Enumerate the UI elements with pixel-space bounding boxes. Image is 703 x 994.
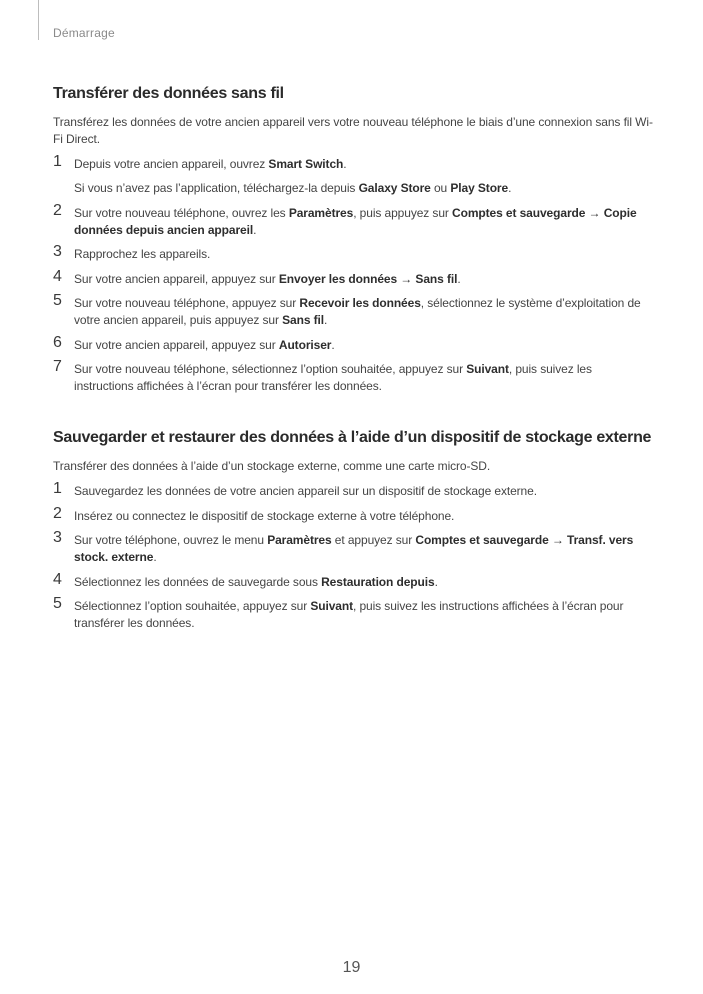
step-number: 3 xyxy=(53,243,62,260)
section-title: Sauvegarder et restaurer des données à l’aide d’un dispositif de stockage externe xyxy=(53,429,652,446)
step-number: 1 xyxy=(53,480,62,497)
step-text: Sur votre ancien appareil, appuyez sur xyxy=(74,337,279,352)
step-body xyxy=(74,484,537,498)
step-number: 7 xyxy=(53,358,62,375)
step-text: , puis suivez les instructions affichées à l’écran pour transférer les données. xyxy=(74,362,592,393)
step-number: 5 xyxy=(53,292,62,309)
steps-list xyxy=(53,153,653,395)
ui-term: → xyxy=(397,271,416,286)
section-intro: Transférer des données à l’aide d’un stockage externe, comme une carte micro-SD. xyxy=(53,459,491,473)
list-item xyxy=(53,201,653,239)
ui-term: Galaxy Store xyxy=(358,181,431,195)
step-text: . xyxy=(434,574,438,589)
step-text: Sauvegardez les données de votre ancien appareil sur un dispositif de stockage externe. xyxy=(74,484,537,498)
section-intro: Transférez les données de votre ancien appareil vers votre nouveau téléphone le biais d’une connexion sans fil Wi-Fi Direct. xyxy=(53,115,653,146)
steps-list xyxy=(53,480,653,632)
ui-term: Recevoir les données xyxy=(299,296,421,310)
ui-term: Play Store xyxy=(450,181,509,195)
ui-term: → xyxy=(548,533,568,547)
list-item xyxy=(53,504,653,525)
step-text: Sélectionnez l’option souhaitée, appuyez sur xyxy=(74,599,311,613)
ui-term: Paramètres xyxy=(288,205,354,220)
step-text: Sur votre nouveau téléphone, ouvrez les xyxy=(74,205,289,220)
step-text: Sur votre nouveau téléphone, sélectionnez l’option souhaitée, appuyez sur xyxy=(74,362,467,376)
section-wireless-transfer xyxy=(53,84,653,403)
step-body xyxy=(74,157,346,171)
step-body xyxy=(74,509,454,523)
step-text: . xyxy=(457,271,461,286)
step-number: 3 xyxy=(53,529,62,546)
ui-term: Autoriser xyxy=(278,337,332,352)
step-text: Si vous n’avez pas l’application, téléchargez-la depuis xyxy=(74,181,359,195)
list-item xyxy=(53,243,653,263)
list-item xyxy=(53,267,653,288)
list-item xyxy=(53,595,653,632)
step-body xyxy=(74,247,210,261)
step-body xyxy=(74,296,641,327)
ui-term: Smart Switch xyxy=(268,157,344,171)
step-text: Sur votre nouveau téléphone, appuyez sur xyxy=(74,296,300,310)
step-number: 2 xyxy=(53,504,62,522)
ui-term: Copie données depuis ancien appareil xyxy=(74,205,637,237)
step-text: , puis appuyez sur xyxy=(353,205,453,220)
step-body xyxy=(74,272,461,286)
step-text: Rapprochez les appareils. xyxy=(74,247,211,261)
step-text: ou xyxy=(430,181,451,195)
list-item xyxy=(53,480,653,500)
step-text: Insérez ou connectez le dispositif de stockage externe à votre téléphone. xyxy=(74,508,455,523)
ui-term: Comptes et sauvegarde xyxy=(452,205,586,220)
ui-term: Paramètres xyxy=(267,533,332,547)
step-text: . xyxy=(253,222,257,237)
step-note xyxy=(74,180,653,197)
step-number: 6 xyxy=(53,333,62,351)
list-item xyxy=(53,358,653,395)
list-item xyxy=(53,333,653,354)
list-item xyxy=(53,529,653,566)
ui-term: Comptes et sauvegarde xyxy=(415,533,549,547)
ui-term: Suivant xyxy=(466,362,509,376)
step-text: , sélectionnez le système d’exploitation de votre ancien appareil, puis appuyez sur xyxy=(74,296,641,327)
section-external-storage xyxy=(53,428,653,640)
header-rule xyxy=(38,0,39,40)
step-number: 4 xyxy=(53,267,62,285)
step-body xyxy=(74,575,438,589)
page-number: 19 xyxy=(342,959,361,976)
step-body xyxy=(74,599,623,630)
step-text: et appuyez sur xyxy=(331,533,416,547)
step-number: 2 xyxy=(53,201,62,219)
step-number: 1 xyxy=(53,153,62,170)
step-body xyxy=(74,533,633,564)
ui-term: Sans fil xyxy=(282,313,325,327)
list-item xyxy=(53,153,653,197)
step-text: Sur votre ancien appareil, appuyez sur xyxy=(74,271,279,286)
ui-term: Restauration depuis xyxy=(321,574,435,589)
ui-term: Transf. vers stock. externe xyxy=(74,533,634,564)
section-title: Transférer des données sans fil xyxy=(53,85,284,102)
step-text: . xyxy=(331,337,335,352)
step-body xyxy=(74,362,592,393)
step-number: 4 xyxy=(53,570,62,588)
step-body xyxy=(74,338,335,352)
step-text: Depuis votre ancien appareil, ouvrez xyxy=(74,157,269,171)
list-item xyxy=(53,570,653,591)
step-text: Sur votre téléphone, ouvrez le menu xyxy=(74,533,268,547)
step-text: Sélectionnez les données de sauvegarde sous xyxy=(74,574,322,589)
ui-term: Suivant xyxy=(310,599,353,613)
step-text: . xyxy=(508,181,512,195)
ui-term: Envoyer les données xyxy=(278,271,398,286)
step-body xyxy=(74,206,637,237)
list-item xyxy=(53,292,653,329)
step-text: . xyxy=(153,550,157,564)
step-text: . xyxy=(343,157,347,171)
step-number: 5 xyxy=(53,595,62,612)
ui-term: Sans fil xyxy=(415,271,458,286)
step-text: . xyxy=(324,313,328,327)
step-text: , puis suivez les instructions affichées à l’écran pour transférer les données. xyxy=(74,599,624,630)
ui-term: → xyxy=(585,205,604,220)
chapter-header: Démarrage xyxy=(53,26,115,40)
